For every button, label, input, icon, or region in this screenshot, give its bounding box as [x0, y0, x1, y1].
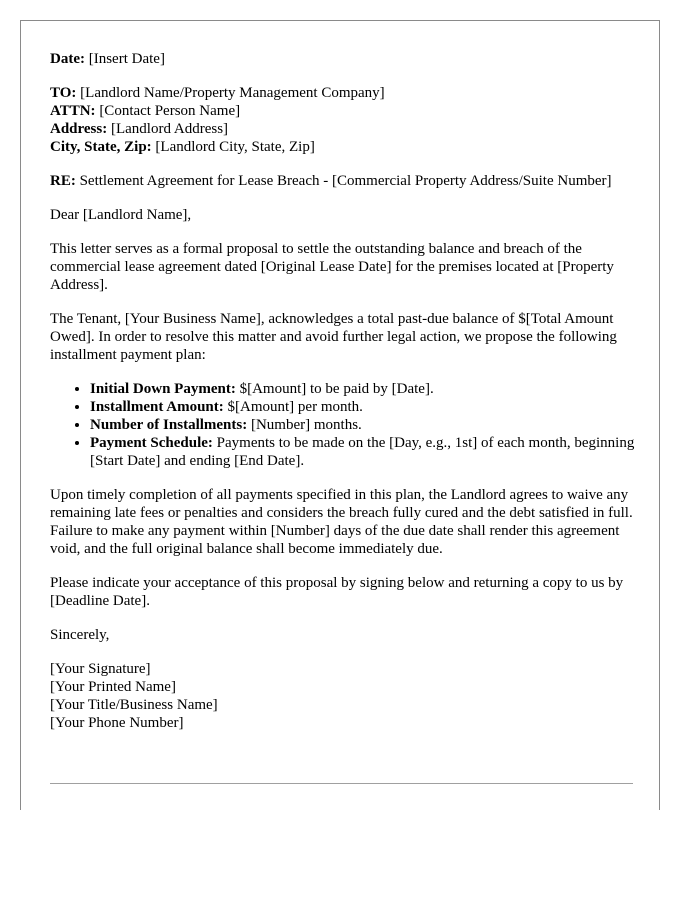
to-label: TO:: [50, 85, 77, 101]
to-line: [50, 84, 635, 102]
date-label: Date:: [50, 51, 85, 67]
plan-item-label: Number of Installments:: [90, 417, 248, 433]
attn-label: ATTN:: [50, 103, 96, 119]
letter-page: [20, 20, 660, 810]
list-item: [90, 398, 635, 416]
plan-item-label: Payment Schedule:: [90, 435, 213, 451]
payment-plan-list: [50, 380, 635, 470]
divider: [50, 783, 633, 784]
to-value: [Landlord Name/Property Management Company]: [80, 85, 385, 101]
printed-name-line: [Your Printed Name]: [50, 679, 176, 695]
address-line: [50, 120, 635, 138]
city-line: [50, 138, 635, 156]
recipient-block: [50, 84, 635, 156]
re-value: Settlement Agreement for Lease Breach - [Commercial Property Address/Suite Number]: [79, 173, 612, 189]
city-label: City, State, Zip:: [50, 139, 152, 155]
plan-item-value: $[Amount] per month.: [227, 399, 363, 415]
date-value: [Insert Date]: [88, 51, 165, 67]
attn-line: [50, 102, 635, 120]
terms-paragraph: Upon timely completion of all payments specified in this plan, the Landlord agrees to waive any remaining late fees or penalties and considers the breach fully cured and the debt satisfied in full. Failure to make any payment within [Number] days of the due date shall render this agreement void, and the full original balance shall become immediately due.: [50, 487, 633, 557]
closing: Sincerely,: [50, 627, 110, 643]
signature-line: [Your Signature]: [50, 661, 151, 677]
address-value: [Landlord Address]: [110, 121, 229, 137]
city-value: [Landlord City, State, Zip]: [155, 139, 315, 155]
plan-item-value: $[Amount] to be paid by [Date].: [239, 381, 434, 397]
list-item: [90, 416, 635, 434]
list-item: [90, 380, 635, 398]
signature-block: [50, 660, 635, 732]
acceptance-paragraph: Please indicate your acceptance of this proposal by signing below and returning a copy to us by [Deadline Date].: [50, 575, 624, 609]
re-label: RE:: [50, 173, 76, 189]
list-item: [90, 434, 635, 470]
plan-item-value: [Number] months.: [250, 417, 362, 433]
phone-line: [Your Phone Number]: [50, 715, 184, 731]
plan-item-value: Payments to be made on the [Day, e.g., 1st] of each month, beginning [Start Date] and ending [End Date].: [90, 435, 635, 469]
salutation: Dear [Landlord Name],: [50, 207, 192, 223]
date-line: [50, 50, 635, 68]
attn-value: [Contact Person Name]: [99, 103, 241, 119]
intro-paragraph: This letter serves as a formal proposal to settle the outstanding balance and breach of the commercial lease agreement dated [Original Lease Date] for the premises located at [Property Address].: [50, 241, 614, 293]
plan-item-label: Initial Down Payment:: [90, 381, 236, 397]
letter-body: [50, 50, 635, 748]
address-label: Address:: [50, 121, 108, 137]
subject-line: [50, 172, 635, 190]
acknowledgment-paragraph: The Tenant, [Your Business Name], acknowledges a total past-due balance of $[Total Amount Owed]. In order to resolve this matter and avoid further legal action, we propose the following installment payment plan:: [50, 311, 617, 363]
plan-item-label: Installment Amount:: [90, 399, 224, 415]
title-line: [Your Title/Business Name]: [50, 697, 218, 713]
